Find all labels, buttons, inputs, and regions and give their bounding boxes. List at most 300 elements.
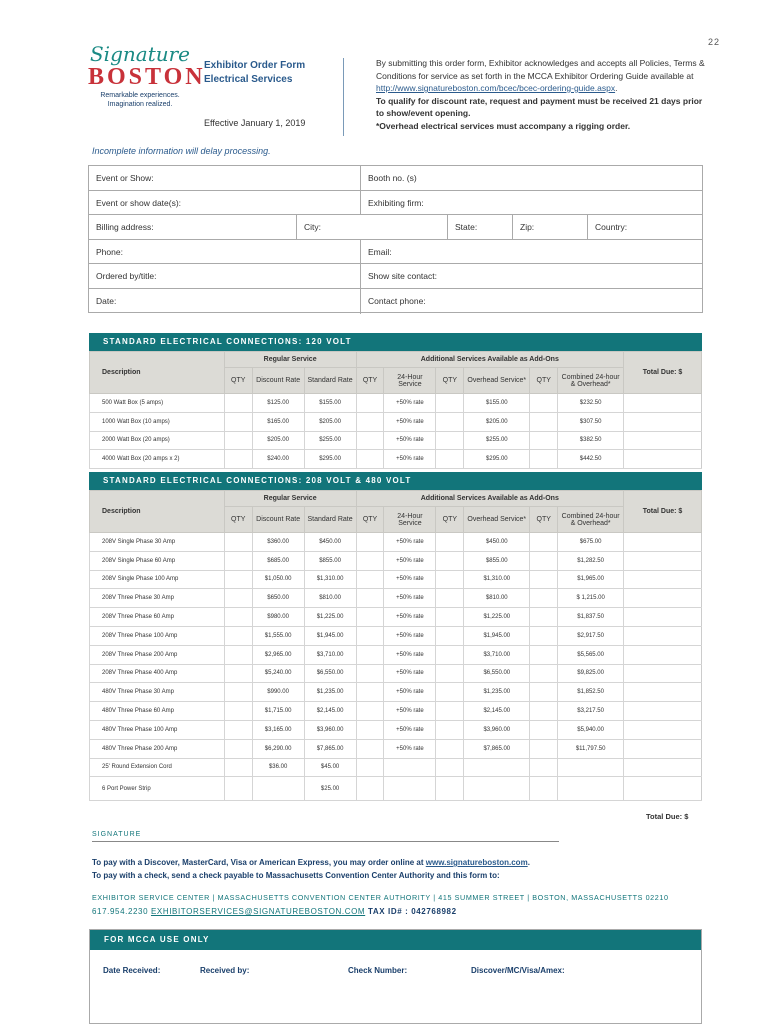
overhead-rate: $1,945.00 bbox=[464, 626, 530, 645]
row-description: 208V Single Phase 100 Amp bbox=[90, 570, 225, 589]
qty-input[interactable] bbox=[436, 626, 464, 645]
combined-rate: $1,852.50 bbox=[558, 683, 624, 702]
qty-input[interactable] bbox=[224, 533, 252, 552]
contact-phone: 617.954.2230 bbox=[92, 907, 149, 916]
qty-input[interactable] bbox=[356, 626, 384, 645]
state-field[interactable]: State: bbox=[448, 215, 513, 239]
total-due-input[interactable] bbox=[624, 551, 702, 570]
standard-rate: $3,710.00 bbox=[304, 645, 356, 664]
qty-input[interactable] bbox=[436, 739, 464, 758]
qty-input[interactable] bbox=[356, 412, 384, 431]
qty-input[interactable] bbox=[530, 645, 558, 664]
qty-input[interactable] bbox=[224, 758, 252, 777]
24hour-rate: +50% rate bbox=[384, 645, 436, 664]
combined-rate: $9,825.00 bbox=[558, 664, 624, 683]
discount-rate: $685.00 bbox=[252, 551, 304, 570]
header-divider bbox=[343, 58, 344, 136]
booth-field[interactable]: Booth no. (s) bbox=[368, 173, 417, 183]
table-row bbox=[90, 394, 702, 413]
combined-rate bbox=[558, 777, 624, 801]
qty-input[interactable] bbox=[356, 533, 384, 552]
total-due-input[interactable] bbox=[624, 450, 702, 469]
row-description: 2000 Watt Box (20 amps) bbox=[90, 431, 225, 450]
qty-input[interactable] bbox=[356, 450, 384, 469]
discount-rate: $3,165.00 bbox=[252, 720, 304, 739]
col-total: Total Due: $ bbox=[624, 491, 702, 533]
row-description: 500 Watt Box (5 amps) bbox=[90, 394, 225, 413]
total-due-input[interactable] bbox=[624, 589, 702, 608]
qty-input[interactable] bbox=[436, 758, 464, 777]
qty-input[interactable] bbox=[224, 412, 252, 431]
col-regular-service: Regular Service bbox=[224, 352, 356, 368]
qty-input[interactable] bbox=[224, 683, 252, 702]
discount-rate: $980.00 bbox=[252, 608, 304, 627]
section-208-480-volt bbox=[89, 472, 702, 801]
qty-input[interactable] bbox=[530, 412, 558, 431]
qty-input[interactable] bbox=[224, 431, 252, 450]
combined-rate: $1,965.00 bbox=[558, 570, 624, 589]
24hour-rate: +50% rate bbox=[384, 683, 436, 702]
discount-notice: To qualify for discount rate, request and payment must be received 21 days prior to show/event opening. bbox=[376, 95, 703, 118]
qty-input[interactable] bbox=[530, 533, 558, 552]
discount-rate: $990.00 bbox=[252, 683, 304, 702]
contact-phone-field[interactable]: Contact phone: bbox=[368, 296, 426, 306]
qty-input[interactable] bbox=[530, 739, 558, 758]
overhead-rate: $1,225.00 bbox=[464, 608, 530, 627]
col-additional-services: Additional Services Available as Add-Ons bbox=[356, 352, 624, 368]
col-qty: QTY bbox=[530, 507, 558, 533]
qty-input[interactable] bbox=[436, 533, 464, 552]
qty-input[interactable] bbox=[530, 431, 558, 450]
24hour-rate: +50% rate bbox=[384, 412, 436, 431]
card-field[interactable]: Discover/MC/Visa/Amex: bbox=[471, 966, 565, 975]
col-24hour: 24-Hour Service bbox=[384, 507, 436, 533]
standard-rate: $1,945.00 bbox=[304, 626, 356, 645]
24hour-rate: +50% rate bbox=[384, 589, 436, 608]
qty-input[interactable] bbox=[224, 739, 252, 758]
signature-line[interactable] bbox=[92, 841, 559, 842]
row-description: 6 Port Power Strip bbox=[90, 777, 225, 801]
table-row bbox=[90, 683, 702, 702]
24hour-rate: +50% rate bbox=[384, 551, 436, 570]
logo-tagline-1: Remarkable experiences. bbox=[100, 92, 180, 99]
standard-rate: $155.00 bbox=[304, 394, 356, 413]
qty-input[interactable] bbox=[436, 412, 464, 431]
combined-rate: $307.50 bbox=[558, 412, 624, 431]
overhead-rate: $2,145.00 bbox=[464, 702, 530, 721]
standard-rate: $7,865.00 bbox=[304, 739, 356, 758]
total-due-input[interactable] bbox=[624, 626, 702, 645]
table-row bbox=[90, 412, 702, 431]
total-due-input[interactable] bbox=[624, 777, 702, 801]
form-subtitle: Electrical Services bbox=[204, 74, 293, 85]
col-qty: QTY bbox=[224, 507, 252, 533]
col-additional-services: Additional Services Available as Add-Ons bbox=[356, 491, 624, 507]
combined-rate: $442.50 bbox=[558, 450, 624, 469]
24hour-rate: +50% rate bbox=[384, 626, 436, 645]
overhead-rate: $3,960.00 bbox=[464, 720, 530, 739]
discount-rate: $36.00 bbox=[252, 758, 304, 777]
qty-input[interactable] bbox=[224, 394, 252, 413]
qty-input[interactable] bbox=[436, 551, 464, 570]
table-row bbox=[90, 450, 702, 469]
standard-rate: $1,310.00 bbox=[304, 570, 356, 589]
24hour-rate: +50% rate bbox=[384, 394, 436, 413]
col-standard: Standard Rate bbox=[304, 368, 356, 394]
col-overhead: Overhead Service* bbox=[464, 368, 530, 394]
qty-input[interactable] bbox=[224, 777, 252, 801]
combined-rate: $1,282.50 bbox=[558, 551, 624, 570]
overhead-rate bbox=[464, 777, 530, 801]
date-received-field[interactable]: Date Received: bbox=[103, 966, 161, 975]
pay-online-suffix: . bbox=[527, 858, 530, 867]
overhead-rate: $450.00 bbox=[464, 533, 530, 552]
qty-input[interactable] bbox=[530, 570, 558, 589]
email-field[interactable]: Email: bbox=[368, 246, 392, 257]
qty-input[interactable] bbox=[530, 608, 558, 627]
standard-rate: $2,145.00 bbox=[304, 702, 356, 721]
qty-input[interactable] bbox=[224, 551, 252, 570]
standard-rate: $450.00 bbox=[304, 533, 356, 552]
24hour-rate bbox=[384, 777, 436, 801]
qty-input[interactable] bbox=[436, 394, 464, 413]
overhead-rate: $1,310.00 bbox=[464, 570, 530, 589]
pay-check-text: To pay with a check, send a check payable to Massachusetts Convention Center Authority and this form to: bbox=[92, 871, 500, 880]
row-description: 480V Three Phase 100 Amp bbox=[90, 720, 225, 739]
combined-rate: $675.00 bbox=[558, 533, 624, 552]
standard-rate: $1,235.00 bbox=[304, 683, 356, 702]
qty-input[interactable] bbox=[356, 589, 384, 608]
table-208-480-volt bbox=[89, 490, 702, 801]
qty-input[interactable] bbox=[530, 683, 558, 702]
intro-text bbox=[376, 57, 706, 132]
24hour-rate: +50% rate bbox=[384, 702, 436, 721]
signature-label: SIGNATURE bbox=[92, 831, 142, 838]
row-description: 4000 Watt Box (20 amps x 2) bbox=[90, 450, 225, 469]
mcca-use-only-box bbox=[89, 929, 702, 1024]
24hour-rate: +50% rate bbox=[384, 431, 436, 450]
standard-rate: $295.00 bbox=[304, 450, 356, 469]
exhibiting-firm-field[interactable]: Exhibiting firm: bbox=[368, 197, 424, 208]
ordered-by-field[interactable]: Ordered by/title: bbox=[89, 264, 361, 288]
site-contact-field[interactable]: Show site contact: bbox=[368, 271, 437, 282]
row-description: 208V Three Phase 60 Amp bbox=[90, 608, 225, 627]
discount-rate: $125.00 bbox=[252, 394, 304, 413]
col-qty: QTY bbox=[436, 507, 464, 533]
table-row bbox=[90, 533, 702, 552]
table-row bbox=[90, 431, 702, 450]
col-overhead: Overhead Service* bbox=[464, 507, 530, 533]
discount-rate: $205.00 bbox=[252, 431, 304, 450]
qty-input[interactable] bbox=[356, 739, 384, 758]
qty-input[interactable] bbox=[436, 589, 464, 608]
page-number: 22 bbox=[707, 37, 720, 47]
table-body-120 bbox=[90, 394, 702, 469]
24hour-rate bbox=[384, 758, 436, 777]
qty-input[interactable] bbox=[356, 683, 384, 702]
total-due-input[interactable] bbox=[624, 412, 702, 431]
standard-rate: $1,225.00 bbox=[304, 608, 356, 627]
col-24hour: 24-Hour Service bbox=[384, 368, 436, 394]
discount-rate: $650.00 bbox=[252, 589, 304, 608]
24hour-rate: +50% rate bbox=[384, 608, 436, 627]
discount-rate: $1,555.00 bbox=[252, 626, 304, 645]
table-row bbox=[90, 608, 702, 627]
row-description: 208V Single Phase 30 Amp bbox=[90, 533, 225, 552]
combined-rate: $5,940.00 bbox=[558, 720, 624, 739]
country-field[interactable]: Country: bbox=[595, 222, 628, 233]
table-row bbox=[90, 570, 702, 589]
discount-rate: $165.00 bbox=[252, 412, 304, 431]
overhead-rate: $295.00 bbox=[464, 450, 530, 469]
qty-input[interactable] bbox=[530, 777, 558, 801]
intro-prefix: By submitting this order form, Exhibitor acknowledges and accepts all Policies, Terms & Conditions for service as set forth in the MCCA Exhibitor Ordering Guide available at bbox=[376, 58, 705, 81]
event-dates-field[interactable]: Event or show date(s): bbox=[89, 191, 361, 215]
qty-input[interactable] bbox=[436, 645, 464, 664]
pay-online-text: To pay with a Discover, MasterCard, Visa or American Express, you may order online at bbox=[92, 858, 426, 867]
qty-input[interactable] bbox=[356, 394, 384, 413]
col-qty: QTY bbox=[436, 368, 464, 394]
qty-input[interactable] bbox=[530, 664, 558, 683]
overhead-rate: $155.00 bbox=[464, 394, 530, 413]
table-row bbox=[90, 758, 702, 777]
logo-word: BOSTON bbox=[88, 64, 206, 90]
qty-input[interactable] bbox=[530, 450, 558, 469]
col-standard: Standard Rate bbox=[304, 507, 356, 533]
qty-input[interactable] bbox=[356, 431, 384, 450]
city-field[interactable]: City: bbox=[297, 215, 448, 239]
col-combined: Combined 24-hour & Overhead* bbox=[558, 368, 624, 394]
qty-input[interactable] bbox=[530, 702, 558, 721]
qty-input[interactable] bbox=[224, 608, 252, 627]
total-due-input[interactable] bbox=[624, 570, 702, 589]
row-description: 480V Three Phase 200 Amp bbox=[90, 739, 225, 758]
qty-input[interactable] bbox=[436, 777, 464, 801]
overhead-rate: $6,550.00 bbox=[464, 664, 530, 683]
col-description: Description bbox=[90, 352, 225, 394]
qty-input[interactable] bbox=[356, 608, 384, 627]
qty-input[interactable] bbox=[436, 683, 464, 702]
combined-rate: $1,837.50 bbox=[558, 608, 624, 627]
overhead-rate bbox=[464, 758, 530, 777]
24hour-rate: +50% rate bbox=[384, 720, 436, 739]
row-description: 480V Three Phase 60 Amp bbox=[90, 702, 225, 721]
total-due-input[interactable] bbox=[624, 702, 702, 721]
overhead-rate: $1,235.00 bbox=[464, 683, 530, 702]
table-row bbox=[90, 777, 702, 801]
col-description: Description bbox=[90, 491, 225, 533]
discount-rate: $6,290.00 bbox=[252, 739, 304, 758]
qty-input[interactable] bbox=[436, 702, 464, 721]
combined-rate bbox=[558, 758, 624, 777]
qty-input[interactable] bbox=[530, 758, 558, 777]
combined-rate: $5,565.00 bbox=[558, 645, 624, 664]
table-row bbox=[90, 664, 702, 683]
qty-input[interactable] bbox=[436, 720, 464, 739]
overhead-notice: *Overhead electrical services must accompany a rigging order. bbox=[376, 120, 631, 131]
qty-input[interactable] bbox=[436, 450, 464, 469]
qty-input[interactable] bbox=[356, 551, 384, 570]
standard-rate: $855.00 bbox=[304, 551, 356, 570]
discount-rate: $2,965.00 bbox=[252, 645, 304, 664]
qty-input[interactable] bbox=[436, 431, 464, 450]
row-description: 480V Three Phase 30 Amp bbox=[90, 683, 225, 702]
qty-input[interactable] bbox=[224, 626, 252, 645]
col-regular-service: Regular Service bbox=[224, 491, 356, 507]
section-120-volt bbox=[89, 333, 702, 469]
combined-rate: $ 1,215.00 bbox=[558, 589, 624, 608]
qty-input[interactable] bbox=[356, 645, 384, 664]
total-due-input[interactable] bbox=[624, 608, 702, 627]
qty-input[interactable] bbox=[224, 720, 252, 739]
qty-input[interactable] bbox=[530, 394, 558, 413]
row-description: 208V Three Phase 100 Amp bbox=[90, 626, 225, 645]
row-description: 25' Round Extension Cord bbox=[90, 758, 225, 777]
overhead-rate: $7,865.00 bbox=[464, 739, 530, 758]
total-due-input[interactable] bbox=[624, 720, 702, 739]
col-discount: Discount Rate bbox=[252, 368, 304, 394]
logo-tagline-2: Imagination realized. bbox=[107, 101, 173, 108]
standard-rate: $205.00 bbox=[304, 412, 356, 431]
discount-rate: $1,050.00 bbox=[252, 570, 304, 589]
discount-rate bbox=[252, 777, 304, 801]
total-due-input[interactable] bbox=[624, 394, 702, 413]
col-qty: QTY bbox=[356, 368, 384, 394]
col-combined: Combined 24-hour & Overhead* bbox=[558, 507, 624, 533]
total-due-input[interactable] bbox=[624, 683, 702, 702]
check-number-field[interactable]: Check Number: bbox=[348, 966, 408, 975]
qty-input[interactable] bbox=[224, 589, 252, 608]
discount-rate: $240.00 bbox=[252, 450, 304, 469]
intro-suffix: . bbox=[615, 83, 618, 93]
tax-id: TAX ID# : 042768982 bbox=[368, 907, 457, 916]
qty-input[interactable] bbox=[530, 589, 558, 608]
24hour-rate: +50% rate bbox=[384, 450, 436, 469]
qty-input[interactable] bbox=[530, 720, 558, 739]
table-row bbox=[90, 739, 702, 758]
qty-input[interactable] bbox=[224, 645, 252, 664]
logo-script: Signature bbox=[89, 42, 191, 66]
overhead-rate: $3,710.00 bbox=[464, 645, 530, 664]
qty-input[interactable] bbox=[356, 777, 384, 801]
section-title: STANDARD ELECTRICAL CONNECTIONS: 120 VOLT bbox=[89, 333, 702, 351]
overhead-rate: $810.00 bbox=[464, 589, 530, 608]
discount-rate: $1,715.00 bbox=[252, 702, 304, 721]
24hour-rate: +50% rate bbox=[384, 664, 436, 683]
signature-boston-logo bbox=[88, 42, 206, 109]
discount-rate: $360.00 bbox=[252, 533, 304, 552]
combined-rate: $11,797.50 bbox=[558, 739, 624, 758]
table-120-volt bbox=[89, 351, 702, 469]
standard-rate: $810.00 bbox=[304, 589, 356, 608]
table-row bbox=[90, 720, 702, 739]
qty-input[interactable] bbox=[224, 702, 252, 721]
table-row bbox=[90, 702, 702, 721]
24hour-rate: +50% rate bbox=[384, 570, 436, 589]
combined-rate: $382.50 bbox=[558, 431, 624, 450]
total-due-input[interactable] bbox=[624, 664, 702, 683]
combined-rate: $3,217.50 bbox=[558, 702, 624, 721]
overhead-rate: $205.00 bbox=[464, 412, 530, 431]
final-total-due: Total Due: $ bbox=[646, 812, 689, 821]
contact-address: EXHIBITOR SERVICE CENTER | MASSACHUSETTS CONVENTION CENTER AUTHORITY | 415 SUMMER STREET | BOSTON, MASSACHUSETTS 02210 bbox=[92, 893, 669, 902]
overhead-rate: $855.00 bbox=[464, 551, 530, 570]
discount-rate: $5,240.00 bbox=[252, 664, 304, 683]
qty-input[interactable] bbox=[224, 570, 252, 589]
table-row bbox=[90, 589, 702, 608]
24hour-rate: +50% rate bbox=[384, 533, 436, 552]
qty-input[interactable] bbox=[436, 608, 464, 627]
qty-input[interactable] bbox=[436, 570, 464, 589]
warning-text: Incomplete information will delay processing. bbox=[92, 146, 271, 156]
row-description: 1000 Watt Box (10 amps) bbox=[90, 412, 225, 431]
total-due-input[interactable] bbox=[624, 758, 702, 777]
combined-rate: $232.50 bbox=[558, 394, 624, 413]
row-description: 208V Single Phase 60 Amp bbox=[90, 551, 225, 570]
total-due-input[interactable] bbox=[624, 645, 702, 664]
col-total: Total Due: $ bbox=[624, 352, 702, 394]
standard-rate: $45.00 bbox=[304, 758, 356, 777]
total-due-input[interactable] bbox=[624, 739, 702, 758]
standard-rate: $6,550.00 bbox=[304, 664, 356, 683]
qty-input[interactable] bbox=[356, 720, 384, 739]
overhead-rate: $255.00 bbox=[464, 431, 530, 450]
qty-input[interactable] bbox=[356, 570, 384, 589]
col-qty: QTY bbox=[224, 368, 252, 394]
standard-rate: $255.00 bbox=[304, 431, 356, 450]
form-title: Exhibitor Order Form bbox=[204, 60, 306, 71]
signature-boston-link[interactable]: www.signatureboston.com bbox=[425, 858, 528, 867]
row-description: 208V Three Phase 200 Amp bbox=[90, 645, 225, 664]
qty-input[interactable] bbox=[224, 664, 252, 683]
qty-input[interactable] bbox=[356, 758, 384, 777]
table-row bbox=[90, 626, 702, 645]
combined-rate: $2,917.50 bbox=[558, 626, 624, 645]
billing-address-field[interactable]: Billing address: bbox=[89, 215, 297, 239]
contact-info-form bbox=[88, 165, 703, 313]
mcca-title: FOR MCCA USE ONLY bbox=[90, 930, 701, 950]
effective-date: Effective January 1, 2019 bbox=[204, 118, 306, 128]
contact-email-link[interactable]: EXHIBITORSERVICES@SIGNATUREBOSTON.COM bbox=[150, 907, 366, 916]
zip-field[interactable]: Zip: bbox=[513, 215, 588, 239]
row-description: 208V Three Phase 400 Amp bbox=[90, 664, 225, 683]
qty-input[interactable] bbox=[436, 664, 464, 683]
standard-rate: $25.00 bbox=[304, 777, 356, 801]
qty-input[interactable] bbox=[530, 626, 558, 645]
qty-input[interactable] bbox=[530, 551, 558, 570]
col-qty: QTY bbox=[530, 368, 558, 394]
row-description: 208V Three Phase 30 Amp bbox=[90, 589, 225, 608]
standard-rate: $3,960.00 bbox=[304, 720, 356, 739]
total-due-input[interactable] bbox=[624, 431, 702, 450]
24hour-rate: +50% rate bbox=[384, 739, 436, 758]
ordering-guide-link[interactable]: http://www.signatureboston.com/bcec/bcec-ordering-guide.aspx bbox=[376, 83, 616, 93]
table-row bbox=[90, 551, 702, 570]
col-qty: QTY bbox=[356, 507, 384, 533]
col-discount: Discount Rate bbox=[252, 507, 304, 533]
phone-field[interactable]: Phone: bbox=[89, 240, 361, 264]
qty-input[interactable] bbox=[224, 450, 252, 469]
payment-instructions bbox=[92, 856, 530, 882]
qty-input[interactable] bbox=[356, 664, 384, 683]
total-due-input[interactable] bbox=[624, 533, 702, 552]
qty-input[interactable] bbox=[356, 702, 384, 721]
section-title: STANDARD ELECTRICAL CONNECTIONS: 208 VOLT & 480 VOLT bbox=[89, 472, 702, 490]
received-by-field[interactable]: Received by: bbox=[200, 966, 250, 975]
table-body-208 bbox=[90, 533, 702, 801]
date-field[interactable]: Date: bbox=[89, 289, 361, 314]
event-field[interactable]: Event or Show: bbox=[89, 166, 361, 190]
